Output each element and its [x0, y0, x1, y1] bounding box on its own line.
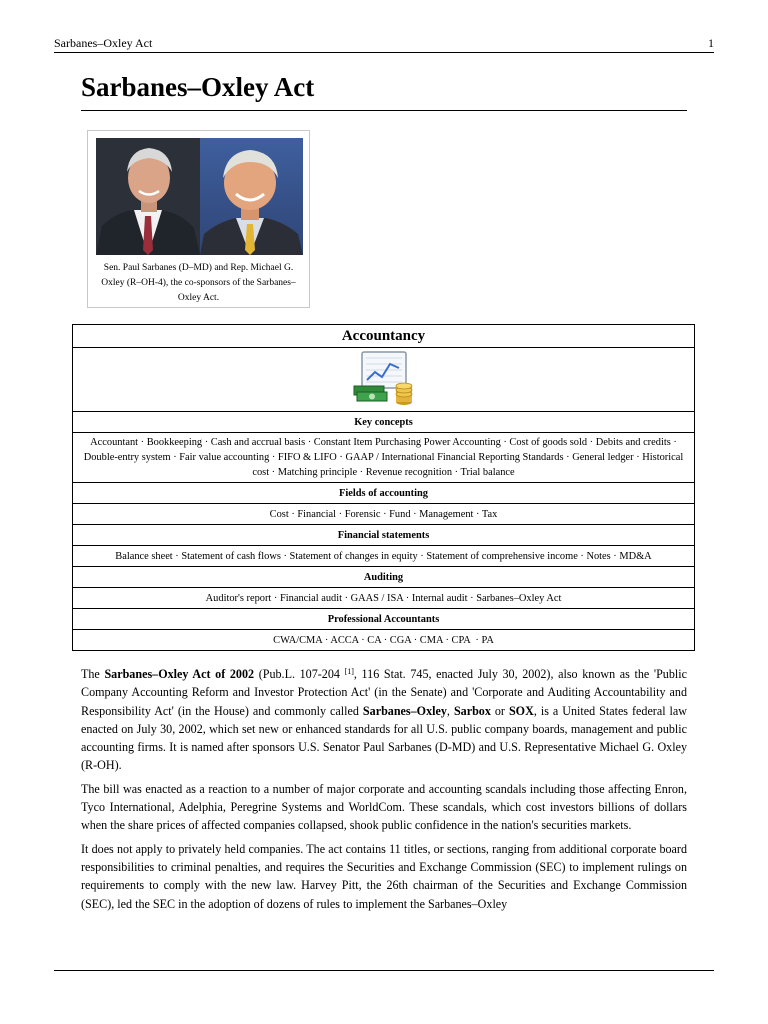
bold-term: Sarbanes–Oxley [362, 703, 447, 718]
navbox-list-fields[interactable]: Cost · Financial · Forensic · Fund · Management · Tax [73, 504, 695, 525]
navbox-list-financial-statements[interactable]: Balance sheet · Statement of cash flows · Statement of changes in equity · Statement of comprehensive income · Notes · MD&A [73, 546, 695, 567]
article-body [81, 665, 687, 918]
sponsor-photo-figure [87, 130, 310, 308]
running-header [54, 36, 714, 53]
page-number: 1 [708, 36, 714, 50]
accounting-chart-money-icon [352, 350, 416, 409]
bold-term: SOX [508, 703, 534, 718]
paragraph-scope: It does not apply to privately held companies. The act contains 11 titles, or sections, ranging from additional corporate board responsibilities to criminal penalties, and requires the Securities and Exchange Commission (SEC) to implement rulings on requirements to comply with the new law. Harvey Pitt, the 26th chairman of the Securities and Exchange Commission (SEC), led the SEC in the adoption of dozens of rules to implement the Sarbanes–Oxley [81, 841, 687, 911]
navbox-list-auditing[interactable]: Auditor's report · Financial audit · GAAS / ISA · Internal audit · Sarbanes–Oxley Act [73, 588, 695, 609]
bold-term: Sarbanes–Oxley Act of 2002 [104, 667, 255, 681]
navbox-heading-fields: Fields of accounting [73, 483, 695, 504]
figure-caption: Sen. Paul Sarbanes (D–MD) and Rep. Michael G. Oxley (R–OH-4), the co-sponsors of the Sarbanes–Oxley Act. [101, 263, 296, 303]
footer-rule [54, 970, 714, 971]
navbox-heading-key-concepts: Key concepts [73, 412, 695, 433]
navbox-heading-financial-statements: Financial statements [73, 525, 695, 546]
bold-term: Sarbox [453, 703, 491, 718]
page-title: Sarbanes–Oxley Act [81, 70, 687, 111]
portrait-paul-sarbanes [96, 138, 200, 255]
paragraph-background: The bill was enacted as a reaction to a number of major corporate and accounting scandals including those affecting Enron, Tyco International, Adelphia, Peregrine Systems and WorldCom. These scandals, which cost investors billions of dollars when the share prices of affected companies collapsed, shook public confidence in the nation's securities markets. [81, 781, 687, 833]
navbox-list-professional-accountants[interactable]: CWA/CMA · ACCA · CA · CGA · CMA · CPA · PA [73, 630, 695, 651]
running-title: Sarbanes–Oxley Act [54, 36, 153, 50]
navbox-list-key-concepts[interactable]: Accountant · Bookkeeping · Cash and accrual basis · Constant Item Purchasing Power Accounting · Cost of goods sold · Debits and credits · Double-entry system · Fair value accounting · FIFO & LIFO · GAAP / International Financial Reporting Standards · General ledger · Historical cost · Matching principle · Revenue recognition · Trial balance [73, 433, 695, 483]
paragraph-intro: The Sarbanes–Oxley Act of 2002 (Pub.L. 107-204 [1], 116 Stat. 745, enacted July 30, 2002), also known as the 'Public Company Accounting Reform and Investor Protection Act' (in the Senate) and 'Corporate and Auditing Accountability and Responsibility Act' (in the House) and commonly called Sarbanes–Oxley, Sarbox or SOX, is a United States federal law enacted on July 30, 2002, which set new or enhanced standards for all U.S. public company boards, management and public accounting firms. It is named after sponsors U.S. Senator Paul Sarbanes (D-MD) and U.S. Representative Michael G. Oxley (R-OH). [81, 667, 688, 773]
navbox-heading-professional-accountants: Professional Accountants [73, 609, 695, 630]
navbox-heading-auditing: Auditing [73, 567, 695, 588]
portrait-michael-oxley [200, 138, 303, 255]
accountancy-navbox [72, 324, 695, 651]
citation-ref[interactable]: [1] [344, 667, 354, 676]
navbox-title: Accountancy [73, 325, 695, 348]
